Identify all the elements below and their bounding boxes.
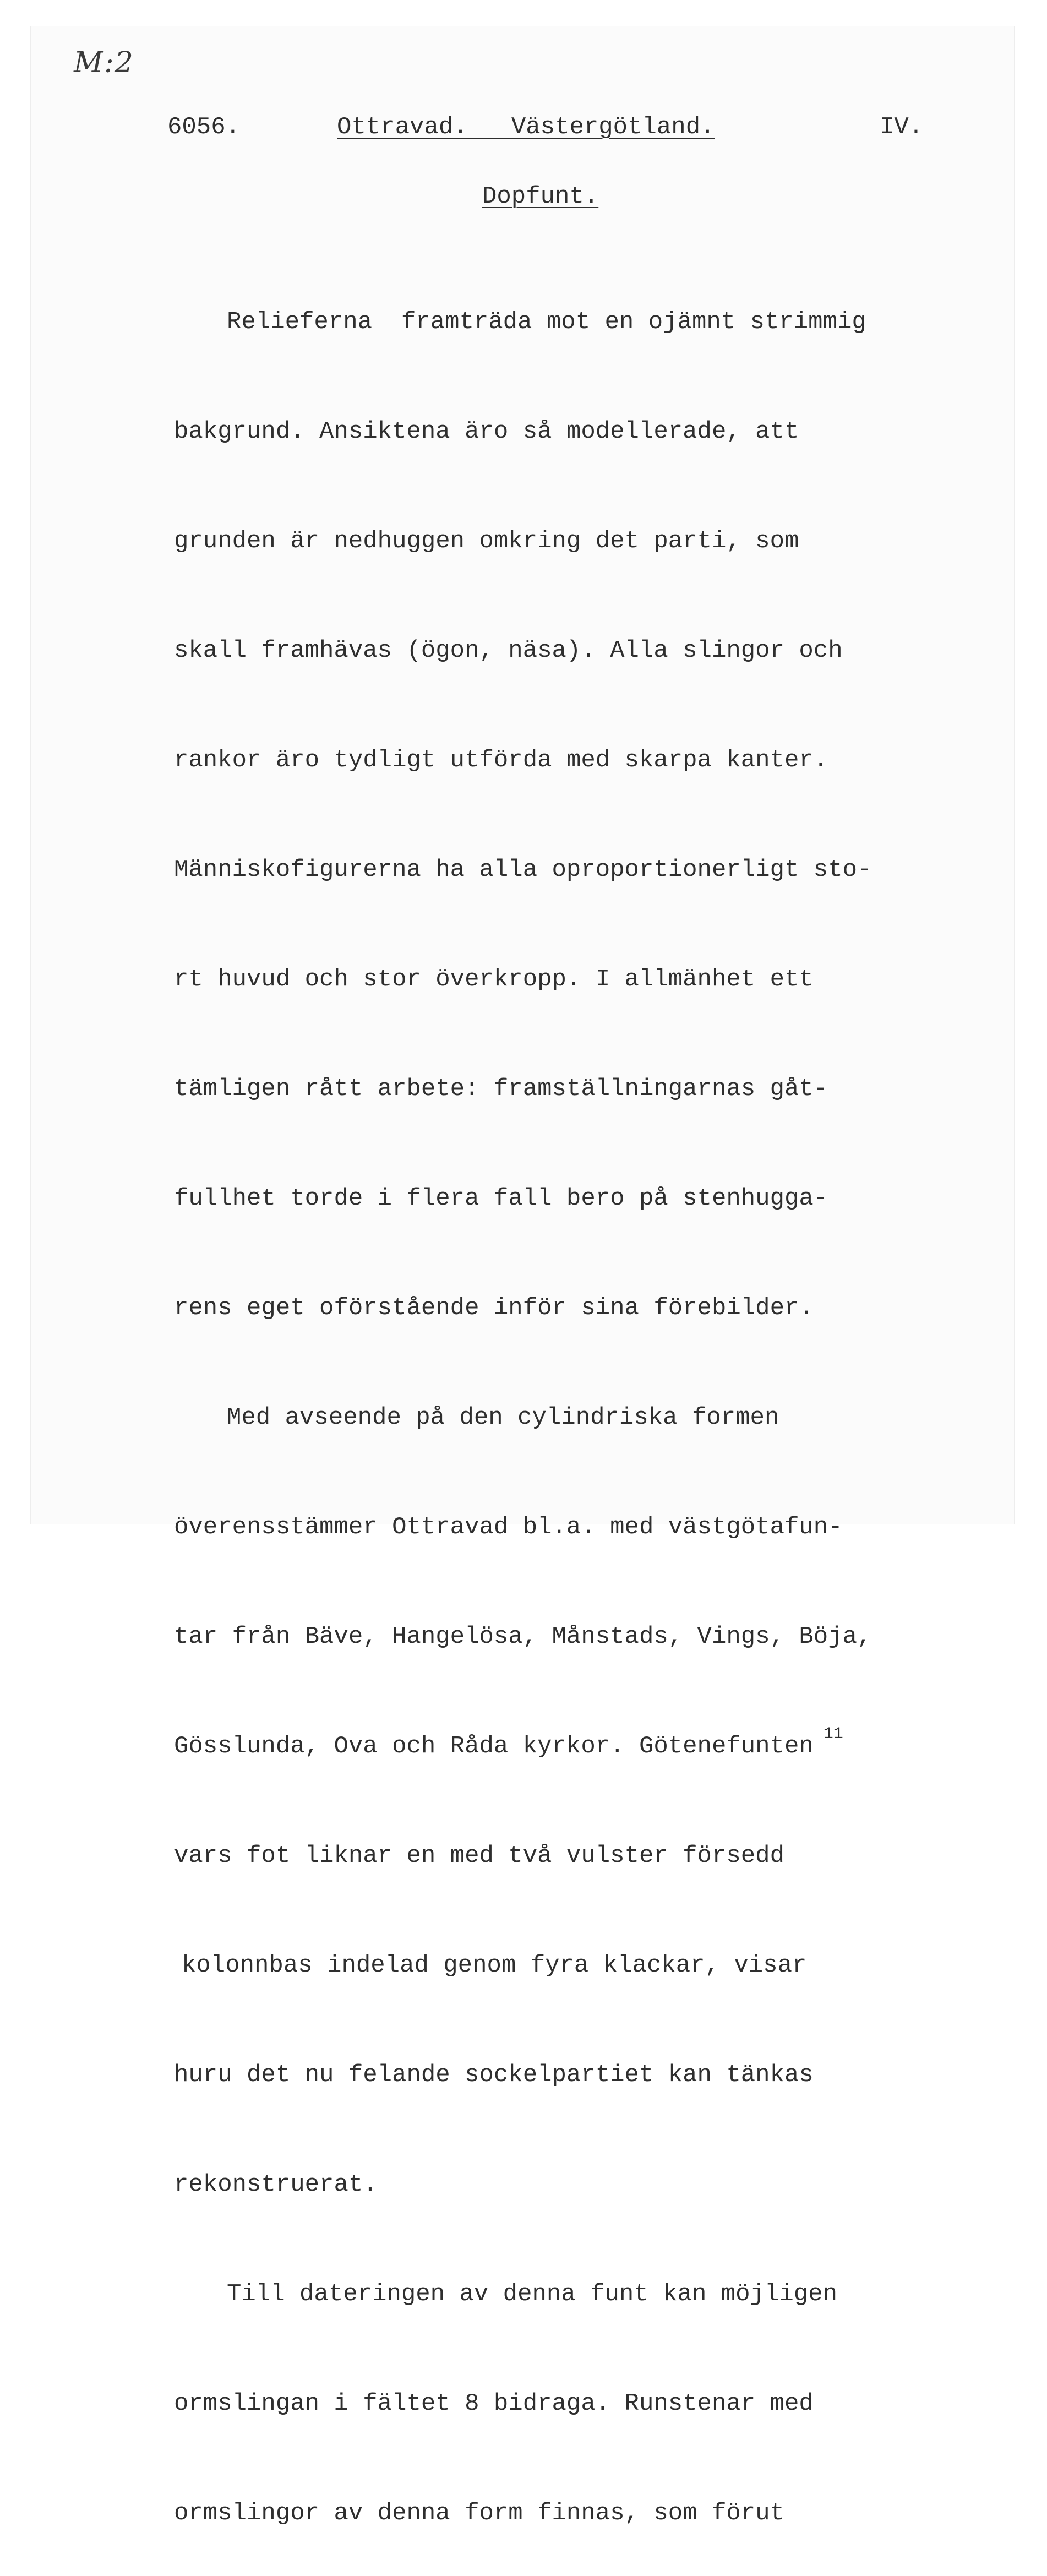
entry-location: Ottravad. Västergötland. xyxy=(337,113,715,141)
text-line-with-footnote xyxy=(174,1727,871,1782)
entry-number: 6056. xyxy=(167,113,241,141)
text-line: skall framhävas (ögon, näsa). Alla slingor och xyxy=(174,637,843,665)
text-line: rens eget oförstående inför sina förebilder. xyxy=(174,1294,814,1322)
text-line: tar från Bäve, Hangelösa, Månstads, Vings, Böja, xyxy=(174,1623,872,1651)
text-line: rankor äro tydligt utförda med skarpa kanter. xyxy=(174,747,828,774)
entry-section: IV. xyxy=(880,113,924,141)
document-title: Dopfunt. xyxy=(482,183,599,210)
text-line: grunden är nedhuggen omkring det parti, som xyxy=(174,527,799,555)
text-line: fullhet torde i flera fall bero på stenhugga- xyxy=(174,1185,828,1212)
text-line: huru det nu felande sockelpartiet kan tänkas xyxy=(174,2061,814,2089)
text-line: rekonstruerat. xyxy=(174,2171,378,2198)
text-line: vars fot liknar en med två vulster försedd xyxy=(174,1842,784,1870)
text-line: ormslingor av denna form finnas, som förut xyxy=(174,2499,784,2527)
handwritten-page-note: M:2 xyxy=(74,46,134,79)
text-line: kolonnbas indelad genom fyra klackar, visar xyxy=(182,1952,807,1979)
text-line: Människofigurerna ha alla oproportionerligt sto- xyxy=(174,856,872,884)
footnote-marker: 11 xyxy=(823,1725,843,1744)
text-line: rt huvud och stor överkropp. I allmänhet ett xyxy=(174,966,814,993)
text-line: Gösslunda, Ova och Råda kyrkor. Götenefunten xyxy=(174,1733,814,1760)
text-line: Med avseende på den cylindriska formen xyxy=(227,1404,779,1431)
text-line: bakgrund. Ansiktena äro så modellerade, att xyxy=(174,418,799,445)
body-text xyxy=(174,248,871,2576)
text-line: tämligen rått arbete: framställningarnas gåt- xyxy=(174,1075,828,1103)
text-line: Till dateringen av denna funt kan möjligen xyxy=(227,2280,837,2308)
text-line: Relieferna framträda mot en ojämnt strimmig xyxy=(227,308,866,336)
text-line: ormslingan i fältet 8 bidraga. Runstenar med xyxy=(174,2390,814,2417)
text-line: överensstämmer Ottravad bl.a. med västgötafun- xyxy=(174,1513,843,1541)
